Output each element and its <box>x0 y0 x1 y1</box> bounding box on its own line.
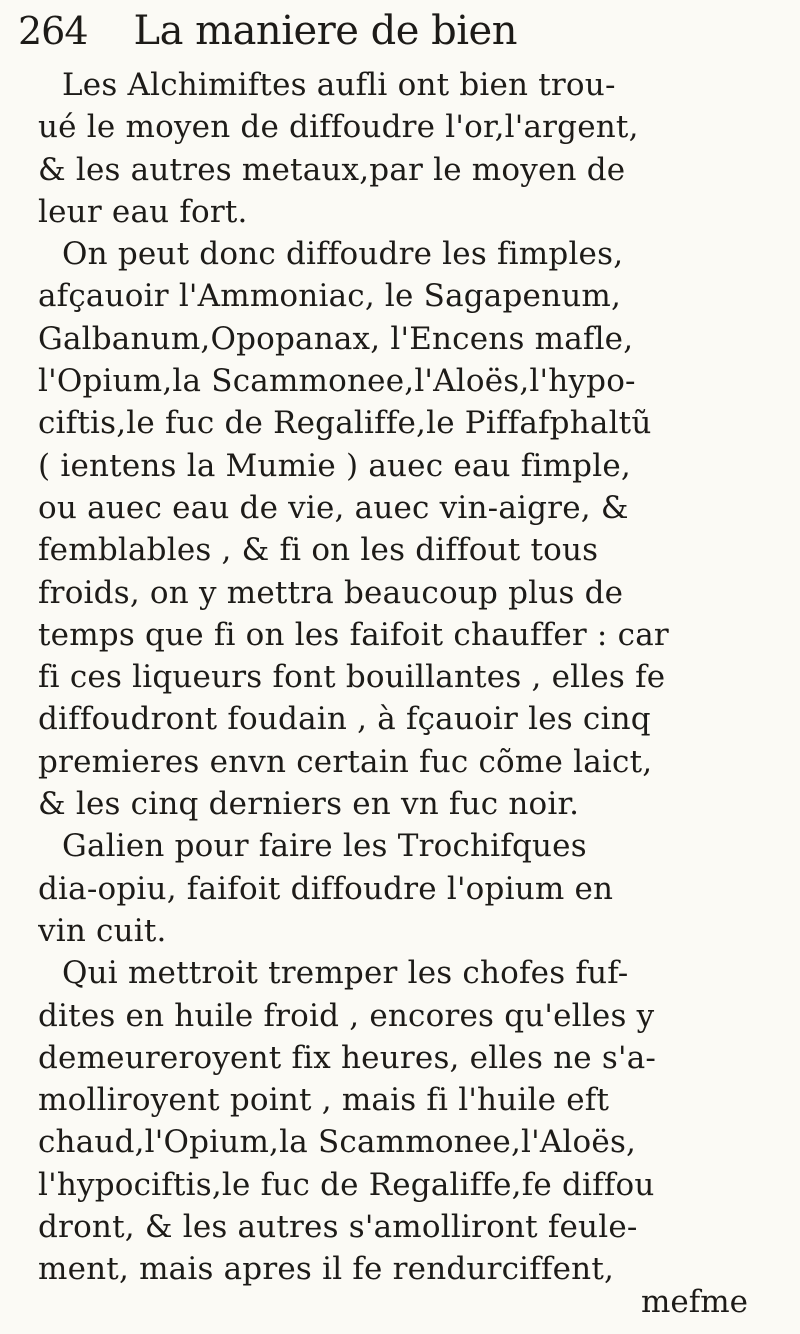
text-line: & les cinq derniers en vn fuc noir. <box>38 786 580 823</box>
text-line: demeureroyent fix heures, elles ne s'a- <box>38 1039 657 1076</box>
running-title: La maniere de bien <box>133 8 517 54</box>
text-line: ou auec eau de vie, auec vin-aigre, & <box>38 489 629 526</box>
text-line: femblables , & fi on les diffout tous <box>38 532 599 569</box>
text-line: On peut donc diffoudre les fimples, <box>62 236 624 273</box>
text-line: temps que fi on les faifoit chauffer : car <box>38 616 669 653</box>
text-line: Galbanum,Opopanax, l'Encens mafle, <box>38 320 634 357</box>
text-line: leur eau fort. <box>38 193 248 230</box>
text-line: ( ientens la Mumie ) auec eau fimple, <box>38 447 631 484</box>
page-number: 264 <box>18 9 88 53</box>
body-text <box>38 64 783 1291</box>
text-line: dia-opiu, faifoit diffoudre l'opium en <box>38 870 614 907</box>
text-line: Galien pour faire les Trochifques <box>62 828 587 865</box>
text-line: afçauoir l'Ammoniac, le Sagapenum, <box>38 278 622 315</box>
catchword: mefme <box>641 1284 748 1320</box>
text-line: & les autres metaux,par le moyen de <box>38 151 626 188</box>
text-line: Qui mettroit tremper les chofes fuf- <box>62 955 629 992</box>
text-line: froids, on y mettra beaucoup plus de <box>38 574 624 611</box>
text-line: ment, mais apres il fe rendurciffent, <box>38 1251 615 1288</box>
text-line: fi ces liqueurs font bouillantes , elles fe <box>38 659 666 696</box>
text-line: molliroyent point , mais fi l'huile eft <box>38 1082 610 1119</box>
text-line: ué le moyen de diffoudre l'or,l'argent, <box>38 109 639 146</box>
text-line: Les Alchimiftes aufli ont bien trou- <box>62 67 616 103</box>
text-line: vin cuit. <box>38 912 167 949</box>
text-line: dront, & les autres s'amolliront feule- <box>38 1209 638 1246</box>
text-line: l'hypociftis,le fuc de Regaliffe,fe diffou <box>38 1166 655 1203</box>
text-line: ciftis,le fuc de Regaliffe,le Piffafphaltũ <box>38 405 652 442</box>
text-line: chaud,l'Opium,la Scammonee,l'Aloës, <box>38 1124 637 1161</box>
text-line: diffoudront foudain , à fçauoir les cinq <box>38 701 651 738</box>
text-line: l'Opium,la Scammonee,l'Aloës,l'hypo- <box>38 363 636 400</box>
text-line: premieres envn certain fuc cõme laict, <box>38 743 653 780</box>
page-header <box>18 8 776 62</box>
text-line: dites en huile froid , encores qu'elles y <box>38 997 655 1034</box>
